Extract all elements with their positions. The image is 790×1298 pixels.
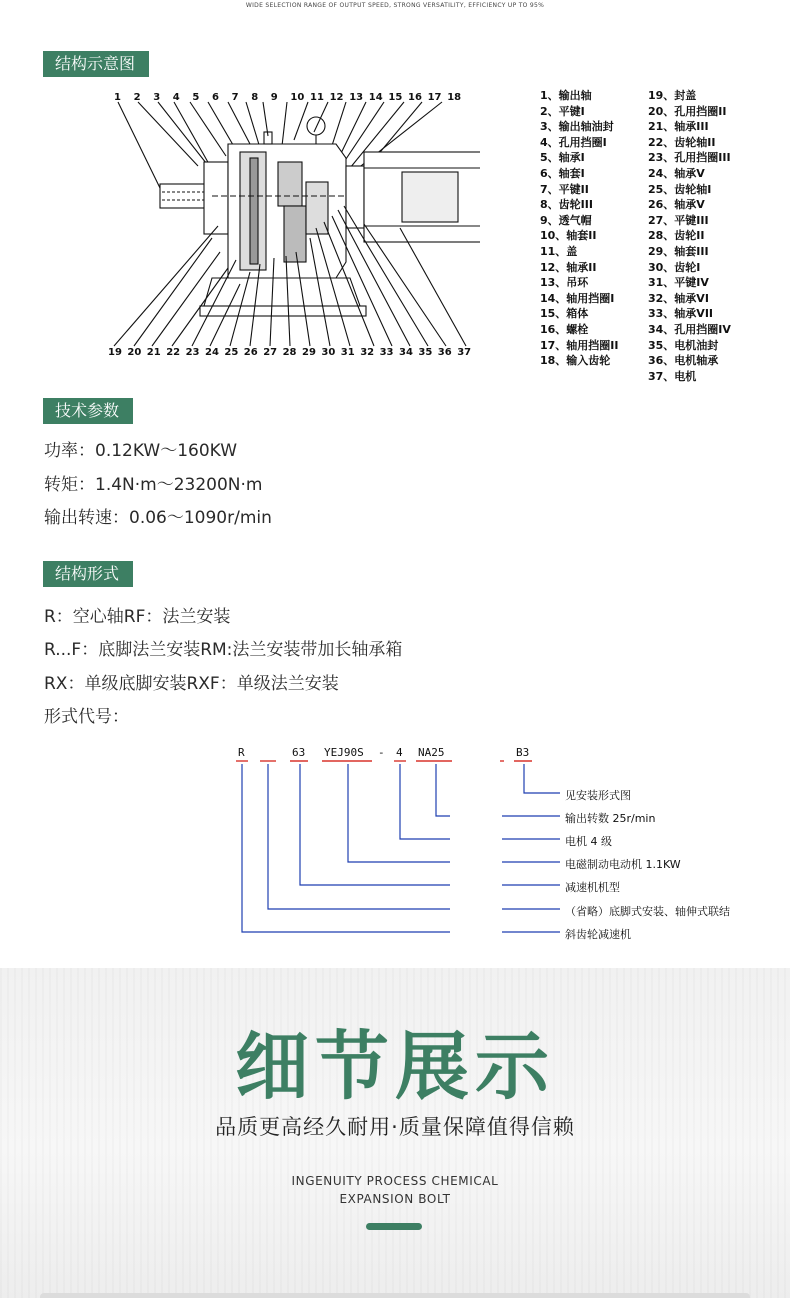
code-desc-type: 斜齿轮减速机 — [565, 928, 631, 941]
part-item: 29、轴套III — [648, 244, 709, 258]
section-tag-tech: 技术参数 — [43, 398, 133, 424]
diagram-callout-number: 6 — [212, 92, 219, 103]
code-token-motor: YEJ90S — [324, 746, 364, 759]
form-line-r: R：空心轴RF：法兰安装 — [44, 607, 231, 627]
diagram-callout-number: 26 — [243, 347, 258, 358]
detail-subtitle: 品质更高经久耐用·质量保障值得信赖 — [215, 1115, 575, 1139]
code-token-ratio: NA25 — [418, 746, 445, 759]
part-item: 32、轴承VI — [648, 291, 709, 305]
part-item: 11、盖 — [540, 244, 578, 258]
code-token-size: 63 — [292, 746, 306, 759]
diagram-callout-number: 11 — [310, 92, 324, 103]
part-item: 15、箱体 — [540, 307, 589, 321]
diagram-callout-number: 20 — [127, 347, 142, 358]
part-item: 21、轴承III — [648, 120, 709, 134]
detail-english-line-2: EXPANSION BOLT — [339, 1192, 451, 1206]
part-item: 3、输出轴油封 — [540, 120, 614, 134]
diagram-callout-number: 25 — [224, 347, 239, 358]
diagram-callout-number: 18 — [447, 92, 462, 103]
section-tag-form: 结构形式 — [43, 561, 133, 587]
part-item: 23、孔用挡圈III — [648, 151, 731, 165]
part-item: 12、轴承II — [540, 260, 597, 274]
part-item: 9、透气帽 — [540, 213, 592, 227]
part-item: 27、平键III — [648, 213, 709, 227]
diagram-callout-number: 14 — [368, 92, 383, 103]
part-item: 17、轴用挡圈II — [540, 338, 619, 352]
diagram-callout-number: 32 — [360, 347, 375, 358]
part-item: 4、孔用挡圈I — [540, 135, 607, 149]
diagram-callout-number: 36 — [437, 347, 452, 358]
part-item: 35、电机油封 — [648, 338, 719, 352]
code-token-r: R — [238, 746, 245, 759]
diagram-callout-number: 9 — [270, 92, 278, 103]
part-item: 20、孔用挡圈II — [648, 104, 727, 118]
code-desc-motor: 电磁制动电动机 1.1KW — [565, 858, 681, 871]
part-item: 37、电机 — [648, 369, 697, 383]
diagram-callout-number: 8 — [251, 92, 259, 103]
form-line-rx: RX：单级底脚安装RXF：单级法兰安装 — [44, 674, 339, 694]
code-desc-size: 减速机机型 — [565, 881, 620, 894]
code-desc-speed: 输出转数 25r/min — [565, 812, 656, 825]
diagram-callout-number: 23 — [185, 347, 200, 358]
part-item: 34、孔用挡圈IV — [648, 322, 731, 336]
part-item: 19、封盖 — [648, 89, 697, 102]
code-desc-omitted: （省略）底脚式安装、轴伸式联结 — [565, 905, 730, 918]
part-item: 10、轴套II — [540, 229, 597, 243]
part-item: 14、轴用挡圈I — [540, 291, 615, 305]
part-item: 30、齿轮I — [648, 260, 701, 274]
code-token-poles: 4 — [396, 746, 403, 759]
part-item: 13、吊环 — [540, 276, 589, 290]
accent-bar — [366, 1223, 422, 1230]
diagram-callout-number: 19 — [108, 347, 122, 358]
diagram-callout-number: 4 — [172, 92, 180, 103]
reducer-drawing — [100, 88, 480, 363]
parts-list-right — [648, 88, 731, 384]
diagram-callout-number: 24 — [205, 347, 219, 358]
form-code-diagram — [230, 742, 770, 942]
detail-title: 细节展示 — [235, 1024, 555, 1110]
diagram-callout-number: 3 — [153, 92, 161, 103]
diagram-callout-number: 27 — [263, 347, 278, 358]
diagram-callout-number: 30 — [321, 347, 336, 358]
code-token-dash: - — [378, 746, 385, 759]
diagram-callout-number: 16 — [408, 92, 422, 103]
part-item: 1、输出轴 — [540, 89, 592, 102]
spec-speed: 输出转速：0.06～1090r/min — [44, 508, 272, 528]
diagram-callout-number: 7 — [231, 92, 239, 103]
part-item: 8、齿轮III — [540, 198, 593, 212]
part-item: 16、螺栓 — [540, 322, 589, 336]
diagram-callout-number: 12 — [329, 92, 344, 103]
next-section-edge — [40, 1293, 750, 1298]
top-caption: WIDE SELECTION RANGE OF OUTPUT SPEED, STRONG VERSATILITY, EFFICIENCY UP TO 95% — [245, 2, 545, 9]
diagram-callout-number: 21 — [146, 347, 161, 358]
part-item: 24、轴承V — [648, 166, 705, 180]
diagram-callout-number: 15 — [388, 92, 403, 103]
part-item: 25、齿轮轴I — [648, 182, 712, 196]
part-item: 28、齿轮II — [648, 229, 705, 243]
diagram-callout-number: 2 — [133, 92, 141, 103]
diagram-callout-number: 31 — [340, 347, 355, 358]
part-item: 2、平键I — [540, 104, 585, 118]
diagram-callout-number: 5 — [192, 92, 200, 103]
form-line-code-label: 形式代号： — [44, 707, 129, 727]
detail-banner — [0, 968, 790, 1298]
part-item: 31、平键IV — [648, 276, 709, 290]
detail-english-line-1: INGENUITY PROCESS CHEMICAL — [291, 1174, 499, 1188]
part-item: 22、齿轮轴II — [648, 135, 716, 149]
spec-torque: 转矩：1.4N·m～23200N·m — [44, 475, 263, 495]
diagram-callout-number: 37 — [457, 347, 472, 358]
part-item: 33、轴承VII — [648, 307, 714, 321]
code-token-mount: B3 — [516, 746, 530, 759]
diagram-callout-number: 22 — [166, 347, 181, 358]
diagram-callout-number: 1 — [114, 92, 121, 103]
part-item: 6、轴套I — [540, 166, 585, 180]
section-tag-structure: 结构示意图 — [43, 51, 149, 77]
part-item: 5、轴承I — [540, 151, 585, 165]
diagram-callout-number: 35 — [418, 347, 433, 358]
diagram-callout-number: 29 — [302, 347, 316, 358]
structure-diagram — [100, 88, 480, 363]
spec-power: 功率：0.12KW～160KW — [44, 441, 238, 461]
diagram-callout-number: 33 — [379, 347, 394, 358]
diagram-callout-number: 17 — [427, 92, 442, 103]
diagram-callout-number: 10 — [290, 92, 305, 103]
part-item: 36、电机轴承 — [648, 354, 719, 368]
code-desc-poles: 电机 4 级 — [565, 835, 612, 848]
diagram-callout-number: 13 — [349, 92, 364, 103]
diagram-callout-number: 28 — [282, 347, 297, 358]
part-item: 7、平键II — [540, 182, 589, 196]
form-line-rf: R...F：底脚法兰安装RM:法兰安装带加长轴承箱 — [44, 640, 403, 660]
diagram-callout-number: 34 — [399, 347, 413, 358]
code-desc-mount: 见安装形式图 — [565, 789, 631, 802]
parts-list-left — [540, 88, 619, 369]
part-item: 18、输入齿轮 — [540, 354, 611, 368]
part-item: 26、轴承V — [648, 198, 705, 212]
